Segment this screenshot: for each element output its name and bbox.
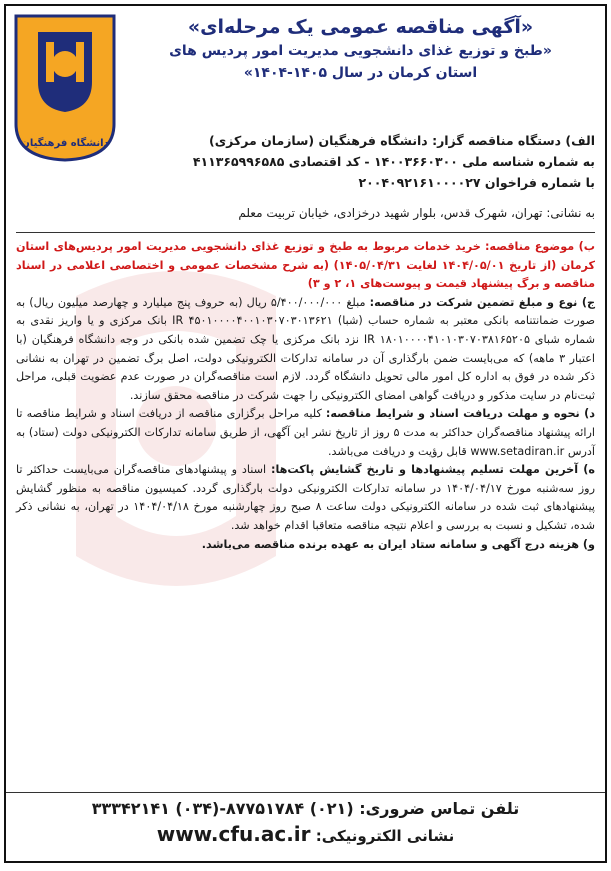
notice-subtitle-line1: «طبخ و توزیع غذای دانشجویی مدیریت امور پردیس های	[169, 43, 552, 59]
tender-notice	[4, 4, 607, 863]
organization-info	[124, 130, 595, 193]
section-b-text: خرید خدمات مربوط به طبخ و توزیع غذای دانشجویی مدیریت امور پردیس‌های استان کرمان (از تاریخ ۱۴۰۴/۰۵/۰۱ لغایت ۱۴۰۵/۰۴/۳۱) (به شرح مشخصات عمومی و اختصاصی اعلامی در اسناد مناقصه و برگ پیشنهاد قیمت و پیوست‌های ۱، ۲ و ۳)	[16, 240, 595, 291]
section-e-label: ه) آخرین مهلت تسلیم پیشنهادها و تاریخ گشایش پاکت‌ها:	[271, 463, 595, 477]
contact-phone	[6, 799, 605, 818]
phone-label: تلفن تماس ضروری:	[359, 799, 520, 818]
section-c-text: مبلغ ۵/۴۰۰/۰۰۰/۰۰۰ ریال (به حروف پنج میلیارد و چهارصد میلیون ریال) به صورت ضمانتنامه بانکی معتبر به شماره حساب (شبا) IR ۴۵۰۱۰۰۰۰۴۰۰۱۰۳۰۷۰۳۰۱۳۶۲۱ بانک مرکزی و یا واریز نقدی به شماره شبای IR ۱۸۰۱۰۰۰۰۴۱۰۱۰۳۰۷۰۳۸۱۶۵۲۰۵ نزد بانک مرکزی یا چک تضمین شده بانکی در وجه دانشگاه فرهنگیان (با اعتبار ۳ ماهه) که می‌بایست ضمن بارگذاری آن در سامانه تدارکات الکترونیکی دولت، اصل برگ تضمین در تهران به نشانی ذکر شده در فوق به اداره کل امور مالی تحویل دانشگاه گردد. لازم است مناقصه‌گران در صورت عدم عضویت قبلی، مراحل ثبت‌نام در سایت مذکور و دریافت گواهی امضای الکترونیکی را جهت شرکت در مناقصه محقق سازند.	[16, 295, 596, 402]
section-d	[16, 405, 595, 461]
website-url[interactable]: www.cfu.ac.ir	[156, 822, 311, 846]
section-f: و) هزینه درج آگهی و سامانه ستاد ایران به عهده برنده مناقصه می‌باشد.	[201, 537, 595, 551]
section-c-label: ج) نوع و مبلغ تضمین شرکت در مناقصه:	[369, 295, 596, 309]
notice-header	[124, 12, 597, 84]
notice-body	[16, 238, 595, 554]
website-label: نشانی الکترونیکی:	[315, 827, 455, 845]
section-d-text: کلیه مراحل برگزاری مناقصه از دریافت اسناد و شرایط مناقصه تا ارائه پیشنهاد مناقصه‌گران حداکثر به مدت ۵ روز از تاریخ نشر این آگهی، از طریق سامانه تدارکات الکترونیکی دولت (ستاد) به آدرس www.setadiran.ir قابل رؤیت و دریافت می‌باشد.	[16, 407, 595, 458]
section-e-text: اسناد و پیشنهادهای مناقصه‌گران می‌بایست حداکثر تا روز سه‌شنبه مورخ ۱۴۰۴/۰۴/۱۷ در سامانه تدارکات الکترونیکی دولت بارگذاری گردد. کمیسیون مناقصه به منظور گشایش پیشنهادهای ثبت شده در سامانه الکترونیکی دولت ساعت ۸ صبح روز چهارشنبه مورخ ۱۴۰۴/۰۴/۱۸ در تهران، به نشانی ذکر شده، تشکیل و نسبت به بررسی و اعلام نتیجه مناقصه متعاقبا اقدام خواهد شد.	[16, 463, 596, 532]
university-logo-icon	[12, 12, 118, 162]
section-d-label: د) نحوه و مهلت دریافت اسناد و شرایط مناقصه:	[325, 407, 595, 421]
section-c	[16, 294, 595, 406]
contact-website	[6, 822, 605, 846]
organization-name: الف) دستگاه مناقصه گزار: دانشگاه فرهنگیان (سازمان مرکزی)	[209, 133, 595, 148]
phone-numbers: (۰۲۱) ۸۷۷۵۱۷۸۴-(۰۳۴) ۳۳۳۴۲۱۴۱	[91, 799, 354, 818]
section-e	[16, 461, 595, 535]
call-number: با شماره فراخوان ۲۰۰۴۰۹۲۱۶۱۰۰۰۰۲۷	[358, 175, 595, 190]
section-b	[16, 238, 595, 294]
logo-caption: دانشگاه فرهنگیان	[21, 138, 109, 149]
notice-subtitle-line2: استان کرمان در سال ۱۴۰۵-۱۴۰۴»	[243, 65, 478, 81]
notice-footer	[6, 792, 605, 846]
header-divider	[16, 232, 595, 233]
section-b-label: ب) موضوع مناقصه:	[484, 240, 595, 253]
organization-address: به نشانی: تهران، شهرک قدس، بلوار شهید درخزادی، خیابان تربیت معلم	[238, 206, 595, 220]
organization-ids: به شماره شناسه ملی ۱۴۰۰۳۶۶۰۳۰۰ - کد اقتصادی ۴۱۱۳۶۵۹۹۶۵۸۵	[192, 154, 595, 169]
notice-title: «آگهی مناقصه عمومی یک مرحله‌ای»	[187, 16, 534, 38]
